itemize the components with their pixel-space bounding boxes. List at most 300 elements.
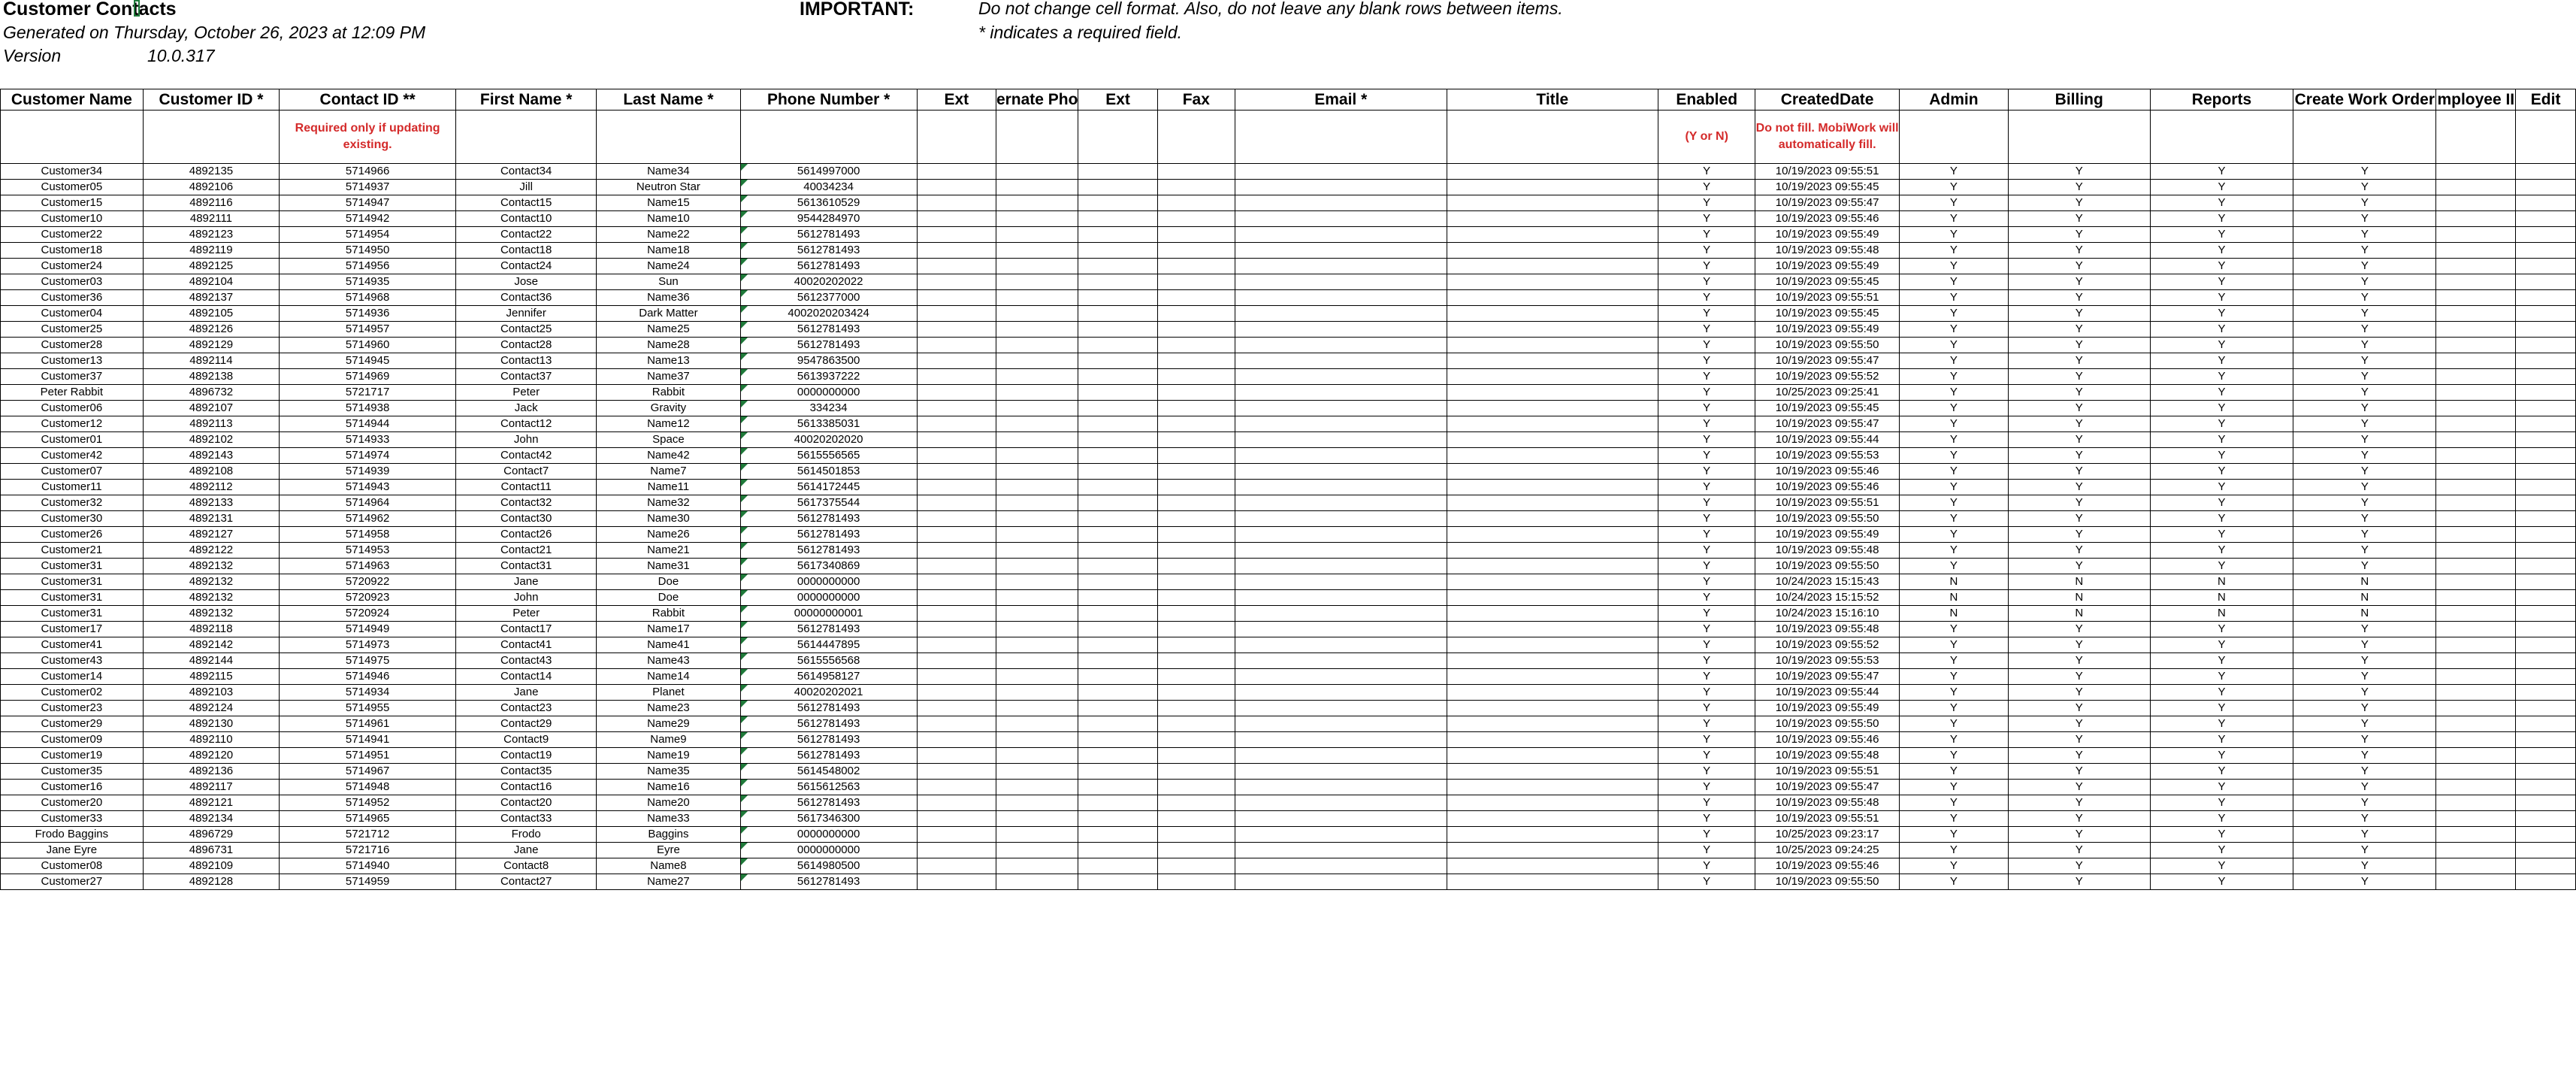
cell-ext[interactable] [917,701,996,716]
cell-first-name[interactable]: Jane [456,843,597,858]
cell-billing[interactable]: Y [2008,716,2150,732]
cell-title[interactable] [1447,448,1658,464]
cell-phone-number[interactable]: 5612781493 [740,527,917,543]
cell-fax[interactable] [1157,811,1235,827]
cell-customer-id[interactable]: 4892134 [143,811,280,827]
cell-customer-id[interactable]: 4892132 [143,590,280,606]
cell-billing[interactable]: Y [2008,243,2150,259]
cell-last-name[interactable]: Name12 [597,416,740,432]
cell-last-name[interactable]: Name19 [597,748,740,764]
cell-contact-id[interactable]: 5714942 [280,211,456,227]
cell-ext-2[interactable] [1078,259,1157,274]
cell-last-name[interactable]: Name25 [597,322,740,338]
cell-employee-id[interactable] [2436,780,2516,795]
cell-fax[interactable] [1157,606,1235,622]
cell-last-name[interactable]: Name32 [597,495,740,511]
cell-alternate-phone[interactable] [996,590,1078,606]
cell-ext[interactable] [917,227,996,243]
col-header-customer-id[interactable]: Customer ID * [143,89,280,111]
cell-enabled[interactable]: Y [1658,685,1755,701]
cell-created-date[interactable]: 10/19/2023 09:55:45 [1755,180,1899,195]
cell-first-name[interactable]: Contact14 [456,669,597,685]
cell-alternate-phone[interactable] [996,306,1078,322]
cell-created-date[interactable]: 10/19/2023 09:55:46 [1755,732,1899,748]
cell-email[interactable] [1235,685,1447,701]
cell-title[interactable] [1447,306,1658,322]
cell-fax[interactable] [1157,164,1235,180]
cell-employee-id[interactable] [2436,243,2516,259]
cell-reports[interactable]: Y [2150,685,2293,701]
cell-admin[interactable]: Y [1899,448,2008,464]
cell-alternate-phone[interactable] [996,685,1078,701]
cell-alternate-phone[interactable] [996,559,1078,574]
cell-admin[interactable]: Y [1899,653,2008,669]
cell-created-date[interactable]: 10/19/2023 09:55:51 [1755,811,1899,827]
cell-first-name[interactable]: Contact17 [456,622,597,637]
cell-ext[interactable] [917,874,996,890]
cell-phone-number[interactable]: 40020202022 [740,274,917,290]
cell-created-date[interactable]: 10/19/2023 09:55:49 [1755,527,1899,543]
cell-contact-id[interactable]: 5714944 [280,416,456,432]
cell-first-name[interactable]: Contact35 [456,764,597,780]
cell-created-date[interactable]: 10/19/2023 09:55:47 [1755,780,1899,795]
cell-fax[interactable] [1157,858,1235,874]
cell-created-date[interactable]: 10/19/2023 09:55:53 [1755,448,1899,464]
cell-title[interactable] [1447,432,1658,448]
cell-reports[interactable]: Y [2150,164,2293,180]
cell-customer-id[interactable]: 4892137 [143,290,280,306]
cell-employee-id[interactable] [2436,590,2516,606]
cell-customer-id[interactable]: 4892143 [143,448,280,464]
cell-last-name[interactable]: Name7 [597,464,740,480]
cell-edit[interactable] [2516,164,2576,180]
col-header-ext[interactable]: Ext [917,89,996,111]
cell-title[interactable] [1447,401,1658,416]
note-cell[interactable] [917,111,996,164]
cell-edit[interactable] [2516,732,2576,748]
cell-email[interactable] [1235,606,1447,622]
cell-create-work-order[interactable]: Y [2293,164,2436,180]
cell-email[interactable] [1235,353,1447,369]
cell-customer-name[interactable]: Jane Eyre [1,843,144,858]
cell-customer-id[interactable]: 4892123 [143,227,280,243]
cell-reports[interactable]: Y [2150,843,2293,858]
cell-email[interactable] [1235,858,1447,874]
cell-ext[interactable] [917,780,996,795]
cell-enabled[interactable]: Y [1658,243,1755,259]
cell-customer-name[interactable]: Customer41 [1,637,144,653]
cell-create-work-order[interactable]: Y [2293,716,2436,732]
cell-last-name[interactable]: Name22 [597,227,740,243]
cell-ext[interactable] [917,164,996,180]
note-cell[interactable] [1235,111,1447,164]
cell-last-name[interactable]: Name34 [597,164,740,180]
cell-customer-name[interactable]: Customer37 [1,369,144,385]
cell-billing[interactable]: Y [2008,385,2150,401]
cell-fax[interactable] [1157,464,1235,480]
cell-reports[interactable]: Y [2150,385,2293,401]
cell-contact-id[interactable]: 5721712 [280,827,456,843]
cell-admin[interactable]: Y [1899,180,2008,195]
cell-ext-2[interactable] [1078,306,1157,322]
cell-first-name[interactable]: Contact16 [456,780,597,795]
cell-ext-2[interactable] [1078,543,1157,559]
cell-employee-id[interactable] [2436,622,2516,637]
cell-ext[interactable] [917,353,996,369]
cell-enabled[interactable]: Y [1658,511,1755,527]
cell-title[interactable] [1447,574,1658,590]
cell-alternate-phone[interactable] [996,338,1078,353]
cell-customer-id[interactable]: 4896731 [143,843,280,858]
cell-reports[interactable]: Y [2150,322,2293,338]
cell-phone-number[interactable]: 40020202021 [740,685,917,701]
col-header-edit[interactable]: Edit [2516,89,2576,111]
cell-billing[interactable]: Y [2008,748,2150,764]
cell-email[interactable] [1235,574,1447,590]
cell-edit[interactable] [2516,780,2576,795]
cell-phone-number[interactable]: 5614997000 [740,164,917,180]
cell-reports[interactable]: Y [2150,622,2293,637]
cell-enabled[interactable]: Y [1658,353,1755,369]
cell-alternate-phone[interactable] [996,480,1078,495]
cell-first-name[interactable]: Contact32 [456,495,597,511]
cell-fax[interactable] [1157,716,1235,732]
cell-enabled[interactable]: Y [1658,369,1755,385]
cell-enabled[interactable]: Y [1658,637,1755,653]
cell-alternate-phone[interactable] [996,527,1078,543]
cell-contact-id[interactable]: 5714967 [280,764,456,780]
cell-alternate-phone[interactable] [996,637,1078,653]
cell-admin[interactable]: Y [1899,227,2008,243]
cell-email[interactable] [1235,432,1447,448]
cell-create-work-order[interactable]: Y [2293,227,2436,243]
cell-customer-id[interactable]: 4892130 [143,716,280,732]
cell-title[interactable] [1447,211,1658,227]
cell-enabled[interactable]: Y [1658,211,1755,227]
cell-ext[interactable] [917,685,996,701]
cell-billing[interactable]: Y [2008,274,2150,290]
cell-customer-id[interactable]: 4892129 [143,338,280,353]
cell-contact-id[interactable]: 5714938 [280,401,456,416]
cell-alternate-phone[interactable] [996,274,1078,290]
cell-customer-name[interactable]: Customer34 [1,164,144,180]
cell-created-date[interactable]: 10/19/2023 09:55:46 [1755,480,1899,495]
cell-customer-id[interactable]: 4892121 [143,795,280,811]
cell-create-work-order[interactable]: N [2293,574,2436,590]
cell-employee-id[interactable] [2436,811,2516,827]
cell-contact-id[interactable]: 5714958 [280,527,456,543]
cell-customer-id[interactable]: 4892132 [143,574,280,590]
cell-employee-id[interactable] [2436,448,2516,464]
cell-ext[interactable] [917,511,996,527]
cell-edit[interactable] [2516,338,2576,353]
cell-phone-number[interactable]: 5614447895 [740,637,917,653]
cell-employee-id[interactable] [2436,290,2516,306]
cell-enabled[interactable]: Y [1658,195,1755,211]
cell-title[interactable] [1447,764,1658,780]
cell-reports[interactable]: Y [2150,416,2293,432]
cell-phone-number[interactable]: 00000000001 [740,606,917,622]
cell-contact-id[interactable]: 5714965 [280,811,456,827]
cell-created-date[interactable]: 10/19/2023 09:55:47 [1755,669,1899,685]
cell-ext[interactable] [917,827,996,843]
cell-create-work-order[interactable]: Y [2293,795,2436,811]
cell-first-name[interactable]: John [456,432,597,448]
cell-customer-name[interactable]: Customer13 [1,353,144,369]
cell-title[interactable] [1447,543,1658,559]
cell-customer-id[interactable]: 4892104 [143,274,280,290]
cell-reports[interactable]: Y [2150,480,2293,495]
cell-employee-id[interactable] [2436,495,2516,511]
cell-title[interactable] [1447,385,1658,401]
cell-ext-2[interactable] [1078,290,1157,306]
cell-billing[interactable]: Y [2008,622,2150,637]
cell-enabled[interactable]: Y [1658,748,1755,764]
cell-customer-id[interactable]: 4892109 [143,858,280,874]
cell-ext-2[interactable] [1078,811,1157,827]
cell-create-work-order[interactable]: Y [2293,669,2436,685]
cell-edit[interactable] [2516,274,2576,290]
cell-employee-id[interactable] [2436,574,2516,590]
cell-billing[interactable]: Y [2008,369,2150,385]
cell-created-date[interactable]: 10/19/2023 09:55:50 [1755,559,1899,574]
cell-title[interactable] [1447,180,1658,195]
note-cell[interactable] [2436,111,2516,164]
cell-billing[interactable]: Y [2008,195,2150,211]
cell-contact-id[interactable]: 5714964 [280,495,456,511]
cell-customer-id[interactable]: 4892122 [143,543,280,559]
cell-ext-2[interactable] [1078,748,1157,764]
cell-employee-id[interactable] [2436,748,2516,764]
cell-customer-name[interactable]: Customer19 [1,748,144,764]
cell-title[interactable] [1447,795,1658,811]
cell-fax[interactable] [1157,637,1235,653]
cell-employee-id[interactable] [2436,637,2516,653]
cell-last-name[interactable]: Name37 [597,369,740,385]
cell-fax[interactable] [1157,685,1235,701]
cell-fax[interactable] [1157,401,1235,416]
cell-alternate-phone[interactable] [996,416,1078,432]
cell-edit[interactable] [2516,669,2576,685]
cell-admin[interactable]: Y [1899,858,2008,874]
cell-title[interactable] [1447,716,1658,732]
cell-ext-2[interactable] [1078,338,1157,353]
cell-first-name[interactable]: Contact12 [456,416,597,432]
cell-ext-2[interactable] [1078,527,1157,543]
cell-customer-id[interactable]: 4892106 [143,180,280,195]
cell-customer-name[interactable]: Customer28 [1,338,144,353]
cell-customer-id[interactable]: 4892127 [143,527,280,543]
cell-edit[interactable] [2516,559,2576,574]
cell-contact-id[interactable]: 5714974 [280,448,456,464]
cell-admin[interactable]: Y [1899,353,2008,369]
cell-billing[interactable]: Y [2008,290,2150,306]
cell-fax[interactable] [1157,590,1235,606]
cell-billing[interactable]: Y [2008,527,2150,543]
cell-customer-name[interactable]: Customer29 [1,716,144,732]
cell-admin[interactable]: Y [1899,732,2008,748]
cell-ext-2[interactable] [1078,637,1157,653]
cell-reports[interactable]: Y [2150,511,2293,527]
cell-fax[interactable] [1157,653,1235,669]
cell-title[interactable] [1447,590,1658,606]
cell-employee-id[interactable] [2436,385,2516,401]
cell-title[interactable] [1447,227,1658,243]
cell-ext-2[interactable] [1078,322,1157,338]
cell-phone-number[interactable]: 5615556568 [740,653,917,669]
cell-last-name[interactable]: Gravity [597,401,740,416]
cell-ext[interactable] [917,211,996,227]
cell-customer-id[interactable]: 4892138 [143,369,280,385]
cell-admin[interactable]: Y [1899,385,2008,401]
cell-first-name[interactable]: Contact7 [456,464,597,480]
cell-billing[interactable]: Y [2008,543,2150,559]
cell-edit[interactable] [2516,353,2576,369]
cell-customer-id[interactable]: 4892117 [143,780,280,795]
cell-customer-id[interactable]: 4892105 [143,306,280,322]
cell-customer-name[interactable]: Customer17 [1,622,144,637]
cell-last-name[interactable]: Name10 [597,211,740,227]
cell-ext-2[interactable] [1078,858,1157,874]
cell-last-name[interactable]: Name17 [597,622,740,637]
cell-fax[interactable] [1157,227,1235,243]
cell-email[interactable] [1235,290,1447,306]
cell-customer-name[interactable]: Customer14 [1,669,144,685]
cell-employee-id[interactable] [2436,306,2516,322]
cell-customer-name[interactable]: Customer15 [1,195,144,211]
cell-alternate-phone[interactable] [996,716,1078,732]
cell-customer-name[interactable]: Customer20 [1,795,144,811]
cell-title[interactable] [1447,464,1658,480]
cell-ext[interactable] [917,448,996,464]
cell-email[interactable] [1235,164,1447,180]
cell-create-work-order[interactable]: Y [2293,464,2436,480]
cell-edit[interactable] [2516,685,2576,701]
cell-admin[interactable]: Y [1899,416,2008,432]
cell-email[interactable] [1235,464,1447,480]
cell-fax[interactable] [1157,732,1235,748]
cell-fax[interactable] [1157,211,1235,227]
cell-first-name[interactable]: Jill [456,180,597,195]
cell-customer-id[interactable]: 4892131 [143,511,280,527]
cell-edit[interactable] [2516,306,2576,322]
cell-created-date[interactable]: 10/19/2023 09:55:49 [1755,701,1899,716]
cell-phone-number[interactable]: 5614548002 [740,764,917,780]
cell-fax[interactable] [1157,748,1235,764]
cell-last-name[interactable]: Name29 [597,716,740,732]
cell-title[interactable] [1447,243,1658,259]
cell-billing[interactable]: Y [2008,732,2150,748]
cell-employee-id[interactable] [2436,227,2516,243]
cell-fax[interactable] [1157,369,1235,385]
cell-phone-number[interactable]: 9544284970 [740,211,917,227]
cell-admin[interactable]: Y [1899,559,2008,574]
cell-first-name[interactable]: Frodo [456,827,597,843]
cell-email[interactable] [1235,511,1447,527]
cell-employee-id[interactable] [2436,369,2516,385]
cell-phone-number[interactable]: 5612781493 [740,795,917,811]
cell-admin[interactable]: Y [1899,290,2008,306]
cell-email[interactable] [1235,480,1447,495]
cell-employee-id[interactable] [2436,701,2516,716]
cell-title[interactable] [1447,606,1658,622]
cell-first-name[interactable]: Jane [456,685,597,701]
cell-created-date[interactable]: 10/25/2023 09:24:25 [1755,843,1899,858]
cell-ext-2[interactable] [1078,243,1157,259]
cell-reports[interactable]: Y [2150,227,2293,243]
cell-contact-id[interactable]: 5714969 [280,369,456,385]
cell-edit[interactable] [2516,606,2576,622]
cell-billing[interactable]: Y [2008,827,2150,843]
cell-last-name[interactable]: Name8 [597,858,740,874]
cell-admin[interactable]: Y [1899,669,2008,685]
cell-customer-id[interactable]: 4892102 [143,432,280,448]
cell-created-date[interactable]: 10/19/2023 09:55:52 [1755,637,1899,653]
cell-customer-name[interactable]: Peter Rabbit [1,385,144,401]
cell-first-name[interactable]: Contact34 [456,164,597,180]
cell-created-date[interactable]: 10/19/2023 09:55:51 [1755,164,1899,180]
cell-create-work-order[interactable]: N [2293,606,2436,622]
cell-first-name[interactable]: Contact25 [456,322,597,338]
cell-phone-number[interactable]: 5612377000 [740,290,917,306]
cell-reports[interactable]: Y [2150,543,2293,559]
note-cell[interactable] [2516,111,2576,164]
cell-phone-number[interactable]: 5615612563 [740,780,917,795]
note-cell[interactable] [2150,111,2293,164]
cell-employee-id[interactable] [2436,874,2516,890]
cell-admin[interactable]: Y [1899,874,2008,890]
cell-edit[interactable] [2516,701,2576,716]
cell-billing[interactable]: Y [2008,259,2150,274]
cell-create-work-order[interactable]: Y [2293,322,2436,338]
cell-reports[interactable]: Y [2150,748,2293,764]
cell-edit[interactable] [2516,748,2576,764]
cell-create-work-order[interactable]: Y [2293,637,2436,653]
cell-contact-id[interactable]: 5714960 [280,338,456,353]
cell-ext[interactable] [917,195,996,211]
cell-admin[interactable]: Y [1899,464,2008,480]
cell-create-work-order[interactable]: Y [2293,195,2436,211]
cell-enabled[interactable]: Y [1658,448,1755,464]
cell-phone-number[interactable]: 5612781493 [740,543,917,559]
cell-ext[interactable] [917,622,996,637]
cell-admin[interactable]: Y [1899,306,2008,322]
cell-create-work-order[interactable]: Y [2293,448,2436,464]
cell-ext-2[interactable] [1078,843,1157,858]
cell-created-date[interactable]: 10/19/2023 09:55:49 [1755,322,1899,338]
cell-billing[interactable]: Y [2008,843,2150,858]
cell-title[interactable] [1447,685,1658,701]
cell-alternate-phone[interactable] [996,858,1078,874]
cell-title[interactable] [1447,637,1658,653]
cell-fax[interactable] [1157,559,1235,574]
cell-phone-number[interactable]: 0000000000 [740,827,917,843]
cell-title[interactable] [1447,322,1658,338]
cell-phone-number[interactable]: 0000000000 [740,385,917,401]
cell-customer-name[interactable]: Customer11 [1,480,144,495]
cell-email[interactable] [1235,259,1447,274]
cell-reports[interactable]: Y [2150,764,2293,780]
cell-fax[interactable] [1157,274,1235,290]
cell-customer-id[interactable]: 4896729 [143,827,280,843]
cell-alternate-phone[interactable] [996,259,1078,274]
cell-phone-number[interactable]: 5612781493 [740,227,917,243]
cell-phone-number[interactable]: 5613385031 [740,416,917,432]
cell-phone-number[interactable]: 5614501853 [740,464,917,480]
cell-admin[interactable]: Y [1899,322,2008,338]
col-header-phone-number[interactable]: Phone Number * [740,89,917,111]
cell-enabled[interactable]: Y [1658,827,1755,843]
